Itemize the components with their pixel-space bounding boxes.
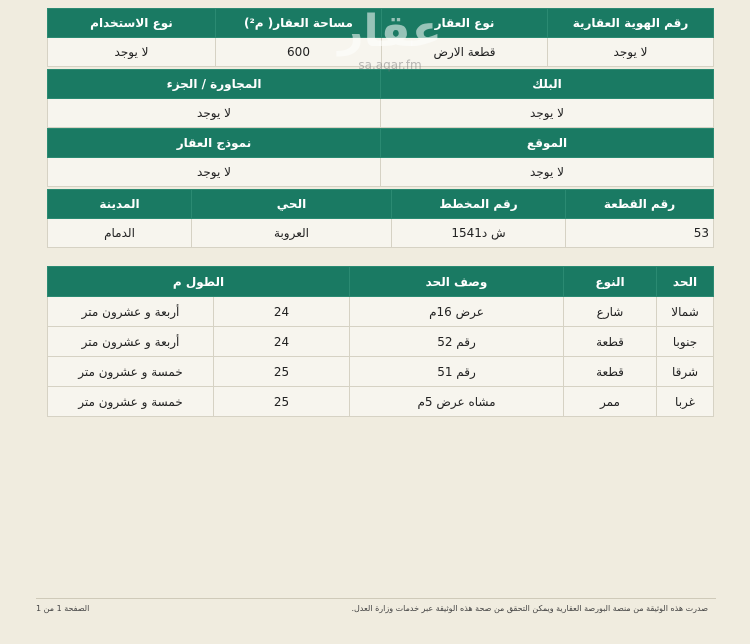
- header-neighbor: المجاورة / الجزء: [48, 70, 381, 99]
- header-property-id: رقم الهوية العقارية: [548, 9, 714, 38]
- header-plot-number: رقم القطعة: [566, 190, 714, 219]
- header-location: الموقع: [381, 129, 714, 158]
- footer-divider: [36, 598, 716, 599]
- value-usage-type: لا يوجد: [48, 38, 216, 67]
- header-city: المدينة: [48, 190, 192, 219]
- header-plan-number: رقم المخطط: [392, 190, 566, 219]
- block-neighbor-table: [47, 69, 714, 128]
- header-block: البلك: [381, 70, 714, 99]
- header-district: الحي: [192, 190, 392, 219]
- header-length: الطول م: [48, 267, 350, 297]
- value-property-type: قطعة الارض: [382, 38, 548, 67]
- value-plot-number: 53: [566, 219, 714, 248]
- table-row: غربا ممر مشاه عرض 5م 25 خمسة و عشرون متر: [48, 387, 714, 417]
- table-row: شمالا شارع عرض 16م 24 أربعة و عشرون متر: [48, 297, 714, 327]
- table-row: جنوبا قطعة رقم 52 24 أربعة و عشرون متر: [48, 327, 714, 357]
- boundaries-table: [47, 266, 714, 417]
- page-number: الصفحة 1 من 1: [36, 604, 90, 613]
- property-info-table: [47, 8, 714, 67]
- header-usage-type: نوع الاستخدام: [48, 9, 216, 38]
- header-boundary: الحد: [657, 267, 714, 297]
- value-location: لا يوجد: [381, 158, 714, 187]
- watermark-logo: عقار sa.aqar.fm: [338, 6, 442, 72]
- value-plan-number: ش د1541: [392, 219, 566, 248]
- footer-note: صدرت هذه الوثيقة من منصة البورصة العقارية ويمكن التحقق من صحة هذه الوثيقة عبر خدمات وزارة العدل.: [351, 604, 708, 613]
- value-property-id: لا يوجد: [548, 38, 714, 67]
- value-property-model: لا يوجد: [48, 158, 381, 187]
- value-neighbor: لا يوجد: [48, 99, 381, 128]
- header-property-type: نوع العقار: [382, 9, 548, 38]
- header-property-area: مساحة العقار( م²): [216, 9, 382, 38]
- header-kind: النوع: [564, 267, 657, 297]
- plot-info-table: [47, 189, 714, 248]
- header-boundary-description: وصف الحد: [350, 267, 564, 297]
- value-block: لا يوجد: [381, 99, 714, 128]
- value-property-area: 600: [216, 38, 382, 67]
- value-district: العروبة: [192, 219, 392, 248]
- value-city: الدمام: [48, 219, 192, 248]
- location-model-table: [47, 128, 714, 187]
- table-row: شرقا قطعة رقم 51 25 خمسة و عشرون متر: [48, 357, 714, 387]
- header-property-model: نموذج العقار: [48, 129, 381, 158]
